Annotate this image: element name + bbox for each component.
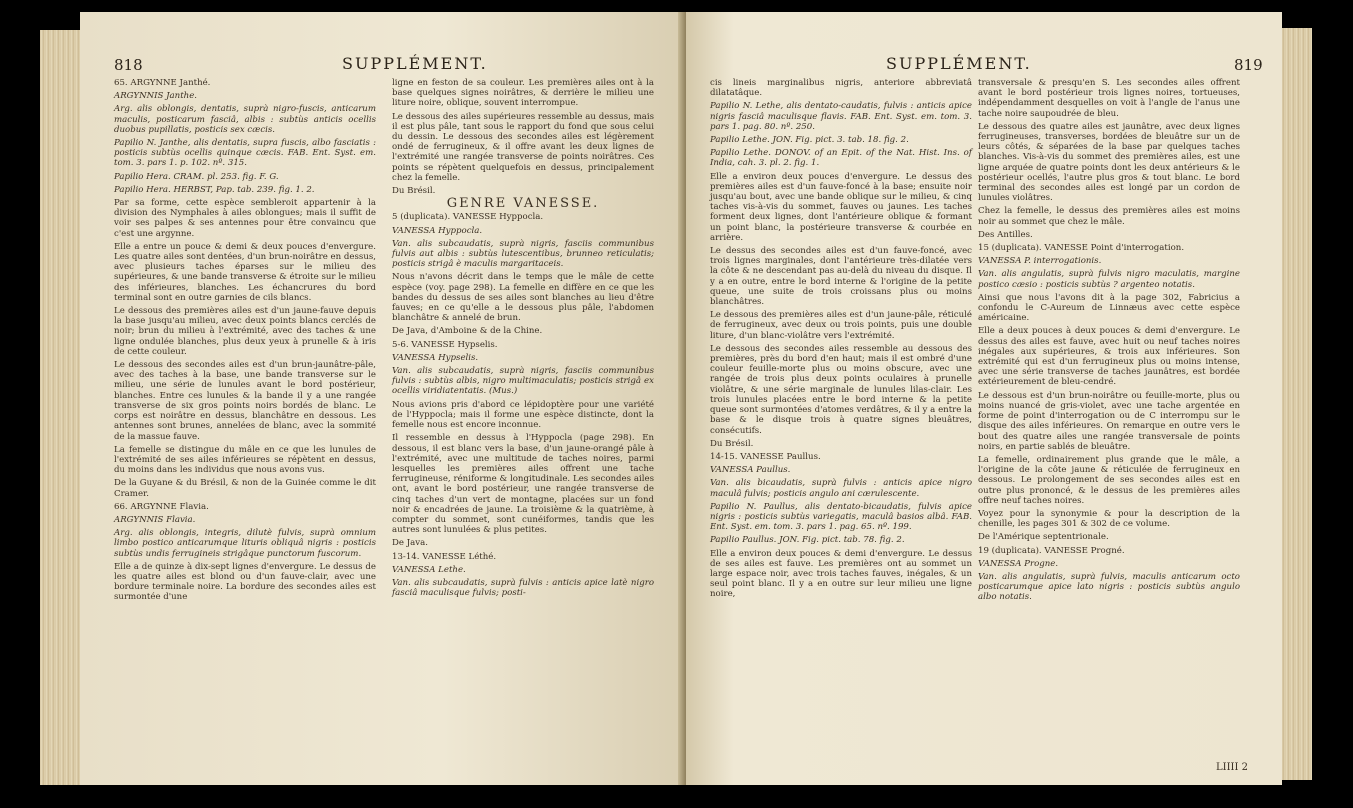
paragraph: Le dessous des secondes ailes ressemble au dessous des premières, près du bord d'en haut; mais il est ombré d'une couleur feuille-morte plus ou moins obscure, avec une rangée de trois plus deux points oculaires à prunelle violâtre, & une série marginale de lunules lilas-clair. Les trois lunules placées entre le bord interne & la petite queue sont surmontées d'atomes verdâtres, & il y a entre la base & le disque trois à quatre signes bleuâtres, consécutifs. (710, 343, 972, 436)
paragraph: Van. alis subcaudatis, suprà nigris, fasciis communibus fulvis aut albis : subtùs lutescentibus, brunneo reticulatis; posticis strigâ è maculis margaritaceis. (392, 238, 654, 270)
paragraph: La femelle, ordinairement plus grande que le mâle, a l'origine de la côte jaune & réticulée de ferrugineux en dessous. Le prolongement de ses secondes ailes est en outre plus prononcé, & le dessus de les premières ailes offre neuf taches noires. (978, 454, 1240, 506)
paragraph: Elle a environ deux pouces & demi d'envergure. Le dessus de ses ailes est fauve. Les premières ont au sommet un large espace noir, avec trois taches fauves, inégales, & un seul point blanc. Il y a en outre sur leur milieu une ligne noire, (710, 548, 972, 600)
paragraph: Papilio Hera. CRAM. pl. 253. fig. F. G. (114, 171, 279, 182)
paragraph: Il ressemble en dessus à l'Hyppocla (page 298). En dessous, il est blanc vers la base, d'un jaune-orangé pâle à l'extrémité, avec une multitude de taches noires, parmi lesquelles les premières ailes offrent une tache ferrugineuse, réniforme & longitudinale. Les secondes ailes ont, avant le bord postérieur, une rangée transverse de cinq taches d'un vert de montagne, placées sur un fond noir & encadrées de jaune. La troisième & la quatrième, à compter du sommet, sont cunéiformes, tandis que les autres sont lunulées & plus petites. (392, 433, 654, 536)
paragraph: Papilio N. Janthe, alis dentatis, supra fuscis, albo fasciatis : posticis subtùs ocellis quinque cæcis. FAB. Ent. Syst. em. tom. 3. pars 1. p. 102. nº. 315. (114, 138, 376, 169)
page-number: 819 (1234, 56, 1263, 74)
column-right (392, 78, 654, 601)
paragraph: cis lineis marginalibus nigris, anteriore abbreviatâ dilatatâque. (710, 78, 972, 99)
paragraph: Papilio N. Paullus, alis dentato-bicaudatis, fulvis apice nigris : posticis subtùs variegatis, maculâ basios albâ. FAB. Ent. Syst. em. tom. 3. pars 1. pag. 65. nº. 199. (710, 501, 972, 533)
paragraph: 5 (duplicata). VANESSE Hyppocla. (392, 212, 544, 223)
paragraph: Arg. alis oblongis, dentatis, suprà nigro-fuscis, anticarum maculis, posticarum fasciâ, albis : subtùs anticis ocellis duobus pupillatis, posticis sex cæcis. (114, 104, 376, 135)
paragraph: 65. ARGYNNE Janthé. (114, 78, 211, 88)
paragraph: VANESSA Paullus. (710, 465, 791, 476)
paragraph: VANESSA P. interrogationis. (978, 256, 1102, 267)
paragraph: Van. alis angulatis, suprà fulvis nigro maculatis, margine postico cæsio : posticis subtùs ? argenteo notatis. (978, 269, 1240, 290)
paragraph: Elle a deux pouces à deux pouces & demi d'envergure. Le dessus des ailes est fauve, avec huit ou neuf taches noires inégales aux supérieures, & trois aux inférieures. Son extrémité qui est d'un ferrugineux plus ou moins intense, avec une série transverse de taches jaunâtres, est bordée extérieurement de bleu-cendré. (978, 326, 1240, 388)
paragraph: Nous n'avons décrit dans le temps que le mâle de cette espèce (voy. page 298). La femelle en diffère en ce que les bandes du dessus de ses ailes sont blanches au lieu d'être fauves; en ce qu'elle a le dessous plus pâle, l'abdomen blanchâtre & annelé de brun. (392, 272, 654, 324)
paragraph: Du Brésil. (710, 438, 754, 449)
paragraph: Papilio N. Lethe, alis dentato-caudatis, fulvis : anticis apice nigris fasciâ maculisque flavis. FAB. Ent. Syst. em. tom. 3. pars 1. pag. 80. nº. 250. (710, 101, 972, 132)
column-left (710, 78, 972, 603)
paragraph: ligne en feston de sa couleur. Les premières ailes ont à la base quelques signes noirâtres, & derrière le milieu une liture noire, oblique, souvent interrompue. (392, 78, 654, 109)
section-heading: GENRE VANESSE. (446, 196, 600, 212)
paragraph: Elle a de quinze à dix-sept lignes d'envergure. Le dessus de les quatre ailes est blond ou d'un fauve-clair, avec une bordure terminale noire. La bordure des secondes ailes est surmontée d'une (114, 561, 376, 603)
paragraph: Van. alis subcaudatis, suprà fulvis : anticis apice latè nigro fasciâ maculisque fulvis; posti- (392, 577, 654, 599)
paragraph: 5-6. VANESSE Hypselis. (392, 339, 498, 350)
paragraph: ARGYNNIS Flavia. (114, 514, 196, 525)
paragraph: Van. alis subcaudatis, suprà nigris, fasciis communibus fulvis : subtùs albis, nigro multimaculatis; posticis strigâ ex ocellis viridiatentatis. (Mus.) (392, 366, 654, 397)
paragraph: VANESSA Lethe. (392, 564, 466, 575)
paragraph: 15 (duplicata). VANESSE Point d'interrogation. (978, 243, 1185, 254)
paragraph: Le dessous des quatre ailes est jaunâtre, avec deux lignes ferrugineuses, transverses, bordées de bleuâtre sur un de leurs côtés, & séparées de la base par quelques taches blanches. Vis-à-vis du sommet des premières ailes, est une ligne arquée de quatre points dont les deux antérieurs & le postérieur ocellés, l'autre plus gros & tout blanc. Le bord terminal des secondes ailes est longé par un cordon de lunules violâtres. (978, 121, 1240, 204)
paragraph: Le dessous des secondes ailes est d'un brun-jaunâtre-pâle, avec des taches à la base, une bande transverse sur le milieu, une série de lunules avant le bord postérieur, blanches. Entre ces lunules & la bande il y a une rangée transverse de six gros points noirs bordés de blanc. Le corps est noirâtre en dessus, blanchâtre en dessous. Les antennes sont brunes, annelées de blanc, avec la sommité de la massue fauve. (114, 360, 376, 442)
paragraph: Le dessous des premières ailes est d'un jaune-fauve depuis la base jusqu'au milieu, avec deux points blancs cerclés de noir; brun du milieu à l'extrémité, avec des taches & une ligne ondulée blanches, plus deux yeux à prunelle & à iris de cette couleur. (114, 306, 376, 357)
paragraph: Nous avions pris d'abord ce lépidoptère pour une variété de l'Hyppocla; mais il forme une espèce distincte, dont la femelle nous est encore inconnue. (392, 399, 654, 431)
paragraph: transversale & presqu'en S. Les secondes ailes offrent avant le bord postérieur trois lignes noires, tortueuses, indépendamment desquelles on voit à l'angle de l'anus une tache noire saupoudrée de bleu. (978, 78, 1240, 119)
paragraph: Papilio Hera. HERBST, Pap. tab. 239. fig. 1. 2. (114, 184, 315, 195)
paragraph: Chez la femelle, le dessus des premières ailes est moins noir au sommet que chez le mâle. (978, 206, 1240, 227)
paragraph: Le dessous des ailes supérieures ressemble au dessus, mais il est plus pâle, tant sous le rapport du fond que sous celui du dessin. Le dessous des secondes ailes est légèrement ondé de ferrugineux, & il offre avant les deux lignes de l'extrémité une rangée transverse de points noirâtres. Ces points se répètent quelquefois en dessus, principalement chez la femelle. (392, 111, 654, 183)
left-page (80, 12, 684, 785)
paragraph: 13-14. VANESSE Léthé. (392, 551, 497, 562)
paragraph: Papilio Paullus. JON. Fig. pict. tab. 78. fig. 2. (710, 535, 905, 546)
paragraph: La femelle se distingue du mâle en ce que les lunules de l'extrémité de ses ailes inférieures se répètent en dessus, du moins dans les individus que nous avons vus. (114, 444, 376, 476)
paragraph: Des Antilles. (978, 229, 1033, 240)
paragraph: Elle a environ deux pouces d'envergure. Le dessus des premières ailes est d'un fauve-foncé à la base; ensuite noir jusqu'au bout, avec une bande oblique sur le milieu, & cinq taches vis-à-vis du sommet, fauves ou jaunes. Les taches forment deux lignes, dont l'antérieure oblique & formant un point blanc, la postérieure transverse & courbée en arrière. (710, 171, 972, 243)
paragraph: Voyez pour la synonymie & pour la description de la chenille, les pages 301 & 302 de ce volume. (978, 508, 1240, 530)
paragraph: Arg. alis oblongis, integris, dilutè fulvis, suprà omnium limbo postico anticarumque lituris obliquâ nigris : posticis subtùs undis ferrugineis strigâque punctorum fuscorum. (114, 528, 376, 559)
signature-mark: LIIII 2 (1216, 762, 1248, 773)
paragraph: 19 (duplicata). VANESSE Progné. (978, 545, 1125, 556)
column-right (978, 78, 1240, 606)
paragraph: Elle a entre un pouce & demi & deux pouces d'envergure. Les quatre ailes sont dentées, d'un brun-noirâtre en dessus, avec plusieurs taches éparses sur le milieu des supérieures, & une bande transverse & étroite sur le milieu des inférieures, blanches. Les échancrures du bord terminal sont en outre garnies de cils blancs. (114, 241, 376, 303)
paragraph: De Java. (392, 538, 428, 549)
right-page (686, 12, 1282, 785)
paragraph: Van. alis angulatis, suprà fulvis, maculis anticarum octo posticarumque apice lato nigris : posticis subtùs angulo albo notatis. (978, 571, 1240, 603)
page-number: 818 (114, 56, 143, 74)
paragraph: 14-15. VANESSE Paullus. (710, 451, 821, 462)
paragraph: Ainsi que nous l'avons dit à la page 302, Fabricius a confondu le C-Aureum de Linnæus avec cette espèce américaine. (978, 292, 1240, 324)
paragraph: 66. ARGYNNE Flavia. (114, 501, 209, 512)
paragraph: De la Guyane & du Brésil, & non de la Guinée comme le dit Cramer. (114, 478, 376, 499)
paragraph: VANESSA Progne. (978, 558, 1059, 569)
paragraph: Par sa forme, cette espèce sembleroit appartenir à la division des Nymphales à ailes oblongues; mais il suffit de voir ses palpes & ses antennes pour être convaincu que c'est une argynne. (114, 198, 376, 239)
column-left (114, 78, 376, 606)
paragraph: ARGYNNIS Janthe. (114, 91, 198, 102)
paragraph: Le dessous des premières ailes est d'un jaune-pâle, réticulé de ferrugineux, avec deux ou trois points, puis une double liture, d'un blanc-violâtre vers l'extrémité. (710, 310, 972, 341)
paragraph: Du Brésil. (392, 186, 436, 197)
paragraph: VANESSA Hypselis. (392, 352, 479, 363)
paragraph: Papilio Lethe. DONOV. of an Epit. of the Nat. Hist. Ins. of India, cah. 3. pl. 2. fig. 1. (710, 148, 972, 169)
paragraph: De Java, d'Amboine & de la Chine. (392, 326, 543, 337)
running-header: SUPPLÉMENT. (886, 54, 1032, 73)
paragraph: Le dessous est d'un brun-noirâtre ou feuille-morte, plus ou moins nuancé de gris-violet, avec une tache argentée en forme de point d'interrogation ou de C interrompu sur le disque des ailes inférieures. On remarque en outre vers le bout des quatre ailes une rangée transversale de points noirs, en partie sablés de bleuâtre. (978, 390, 1240, 452)
paragraph: Van. alis bicaudatis, suprà fulvis : anticis apice nigro maculâ fulvis; posticis angulo ani cærulescente. (710, 478, 972, 499)
running-header: SUPPLÉMENT. (342, 54, 488, 73)
paragraph: VANESSA Hyppocla. (392, 225, 483, 236)
paragraph: De l'Amérique septentrionale. (978, 532, 1109, 543)
paragraph: Le dessus des secondes ailes est d'un fauve-foncé, avec trois lignes marginales, dont l'antérieure très-dilatée vers la côte & ne descendant pas au-delà du niveau du disque. Il y a en outre, entre le bord interne & l'origine de la petite queue, une suite de trois croissans plus ou moins blanchâtres. (710, 246, 972, 308)
page-edges-right (1280, 28, 1312, 780)
page-edges-left (40, 30, 85, 785)
paragraph: Papilio Lethe. JON. Fig. pict. 3. tab. 18. fig. 2. (710, 135, 909, 146)
